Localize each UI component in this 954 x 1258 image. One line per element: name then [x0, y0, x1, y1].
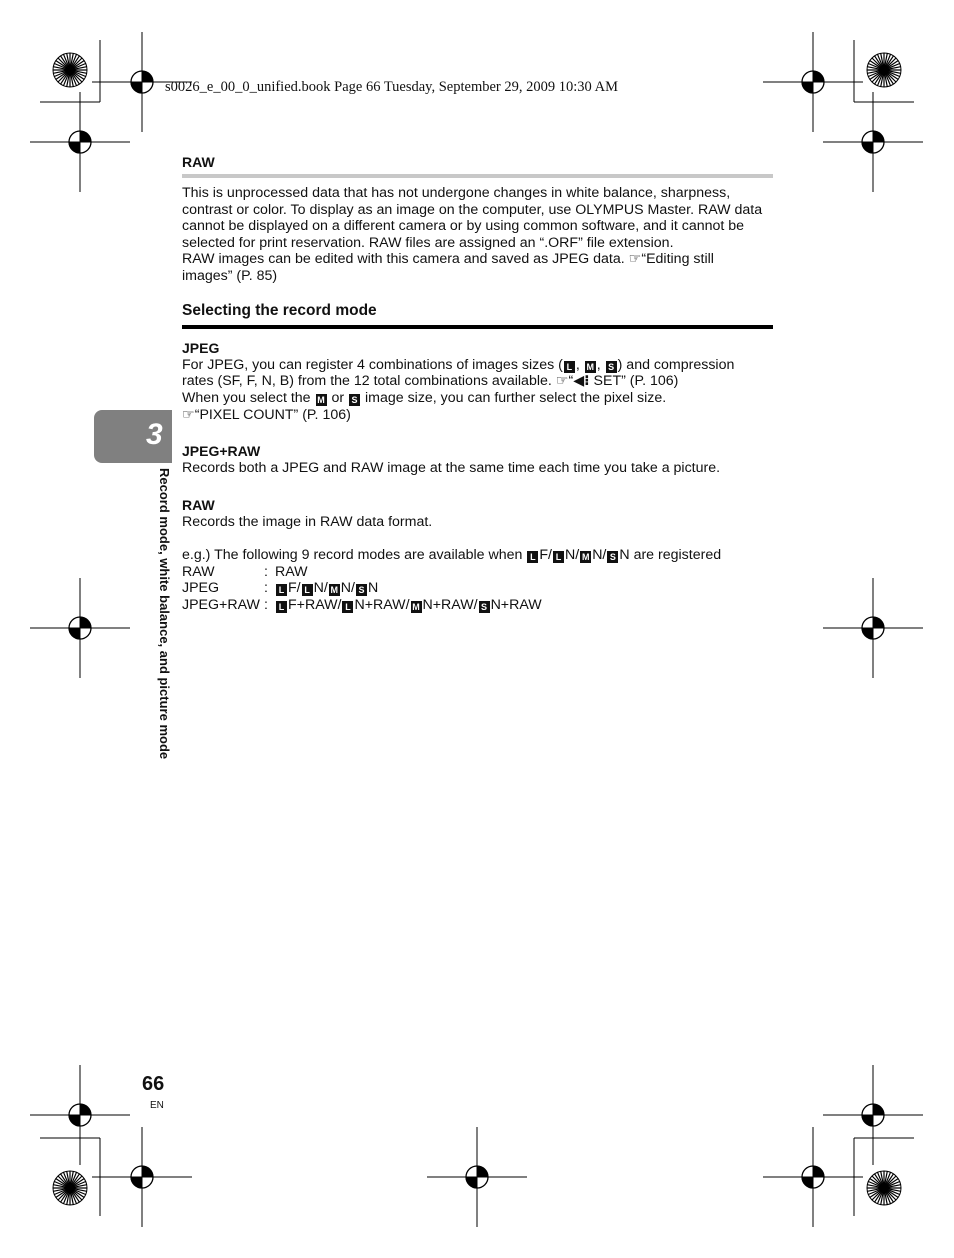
jpeg-line-1: For JPEG, you can register 4 combinations of images sizes ( L , M , S ) and compression [182, 357, 735, 373]
size-large-icon: L [276, 601, 287, 613]
record-mode-heading-rule [182, 325, 773, 329]
example-intro-b: are registered [633, 547, 722, 563]
raw-heading-rule [182, 174, 773, 178]
raw-line-3: cannot be displayed on a different camera or by using common software, and it cannot be [182, 218, 745, 234]
raw-line-2: contrast or color. To display as an image on the computer, use OLYMPUS Master. RAW data [182, 202, 763, 218]
jpeg-raw-text: Records both a JPEG and RAW image at the same time each time you take a picture. [182, 460, 721, 476]
record-mode-set-icon: ◀⁝ [573, 373, 590, 389]
jpeg-line-2: rates (SF, F, N, B) from the 12 total combinations available. ☞“◀⁝ SET” (P. 106) [182, 373, 679, 389]
jpeg-line-2-a: rates (SF, F, N, B) from the 12 total combinations available. [182, 373, 552, 389]
chapter-side-label: Record mode, white balance, and picture mode [157, 468, 172, 760]
size-large-icon: L [553, 551, 564, 563]
size-medium-icon: M [317, 395, 325, 405]
size-large-icon: L [564, 361, 575, 373]
jpeg-line-1-a: For JPEG, you can register 4 combinations of images sizes ( [182, 357, 563, 373]
pixel-count-reference: “PIXEL COUNT” (P. 106) [194, 407, 351, 423]
raw-line-1: This is unprocessed data that has not undergone changes in white balance, sharpness, [182, 185, 731, 201]
size-large-icon: L [302, 584, 313, 596]
raw-line-5-text: RAW images can be edited with this camera and saved as JPEG data. [182, 251, 625, 267]
raw-editing-reference: “Editing still [641, 251, 714, 267]
size-small-icon: S [479, 601, 490, 613]
example-row-raw-value: RAW [275, 564, 308, 580]
raw-line-4: selected for print reservation. RAW files are assigned an “.ORF” file extension. [182, 235, 674, 251]
raw-line-5 [182, 251, 714, 267]
raw-heading: RAW [182, 154, 215, 170]
raw-line-6: images” (P. 85) [182, 268, 278, 284]
reference-hand-icon: ☞ [182, 407, 195, 423]
size-small-icon: S [607, 551, 618, 563]
jpeg-line-3 [182, 390, 666, 406]
example-row-jpeg-value: L F/ L N/ M N/ S N [275, 580, 378, 596]
jpeg-line-3-b: or [331, 390, 345, 406]
size-large-icon: L [342, 601, 353, 613]
page-number: 66 [142, 1073, 165, 1095]
jpeg-line-3-a: When you select the [182, 390, 311, 406]
size-medium-icon: M [581, 552, 590, 562]
jpeg-heading: JPEG [182, 340, 220, 356]
size-small-icon: S [349, 394, 360, 406]
example-row-jpeg-colon: : [264, 580, 268, 596]
jpeg-line-4 [182, 407, 351, 423]
example-row-raw-colon: : [264, 564, 268, 580]
size-large-icon: L [276, 584, 287, 596]
example-intro-a: e.g.) The following 9 record modes are available when [182, 547, 523, 563]
size-medium-icon: M [586, 362, 594, 372]
jpeg-line-2-b: SET” (P. 106) [593, 373, 679, 389]
size-large-icon: L [527, 551, 538, 563]
book-header-line: s0026_e_00_0_unified.book Page 66 Tuesday, September 29, 2009 10:30 AM [165, 79, 618, 95]
jpeg-line-3-c: image size, you can further select the pixel size. [364, 390, 667, 406]
example-row-jpegraw-label: JPEG+RAW [182, 597, 260, 613]
size-medium-icon: M [412, 602, 420, 612]
jpeg-raw-heading: JPEG+RAW [182, 443, 261, 459]
reference-hand-icon: ☞ [628, 251, 642, 267]
record-mode-heading: Selecting the record mode [182, 302, 377, 319]
raw-mode-heading: RAW [182, 497, 215, 513]
reference-hand-icon: ☞ [555, 373, 569, 389]
size-medium-icon: M [330, 585, 339, 595]
jpeg-line-1-b: ) and compression [617, 357, 735, 373]
example-intro: e.g.) The following 9 record modes are available when L F/ L N/ M N/ S N are registered [182, 547, 722, 563]
chapter-number: 3 [146, 418, 163, 451]
example-row-jpeg-label: JPEG [182, 580, 220, 596]
example-row-jpegraw-value: L F+RAW/ L N+RAW/ M N+RAW/ S N+RAW [275, 597, 542, 613]
example-row-jpegraw-colon: : [264, 597, 268, 613]
example-row-raw-label: RAW [182, 564, 215, 580]
page-language: EN [150, 1100, 164, 1111]
raw-mode-text: Records the image in RAW data format. [182, 514, 433, 530]
size-small-icon: S [606, 361, 617, 373]
size-small-icon: S [356, 584, 367, 596]
